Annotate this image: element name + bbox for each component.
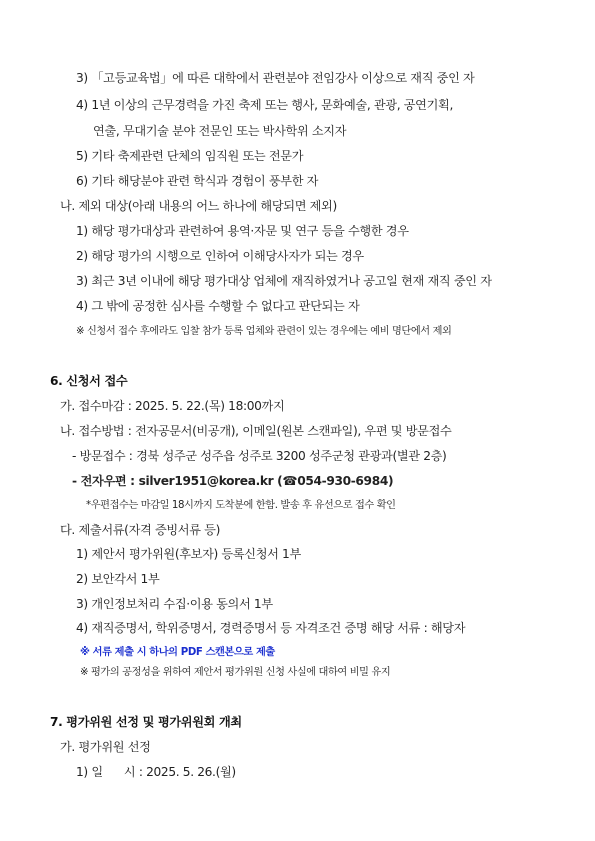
method-line: 나. 접수방법 : 전자공문서(비공개), 이메일(원본 스캔파일), 우편 및 방문접수 [60, 424, 452, 438]
email-contact-line: - 전자우편 : silver1951@korea.kr (☎054-930-6984) [72, 474, 394, 488]
section-7-title: 7. 평가위원 선정 및 평가위원회 개최 [50, 715, 242, 729]
qualification-item-5: 5) 기타 축제관련 단체의 임직원 또는 전문가 [76, 149, 304, 163]
exclusion-note: ※ 신청서 접수 후에라도 입찰 참가 등록 업체와 관련이 있는 경우에는 예비 명단에서 제외 [76, 326, 452, 337]
mail-note: *우편접수는 마감일 18시까지 도착분에 한함. 발송 후 유선으로 접수 확인 [86, 500, 396, 511]
exclusion-item-1: 1) 해당 평가대상과 관련하여 용역·자문 및 연구 등을 수행한 경우 [76, 224, 409, 238]
pdf-submission-note: ※ 서류 제출 시 하나의 PDF 스캔본으로 제출 [80, 647, 275, 658]
confidentiality-note: ※ 평가의 공정성을 위하여 제안서 평가위원 신청 사실에 대하여 비밀 유지 [80, 667, 391, 678]
selection-heading: 가. 평가위원 선정 [60, 740, 151, 754]
exclusion-item-3: 3) 최근 3년 이내에 해당 평가대상 업체에 재직하였거나 공고일 현재 재직 중인 자 [76, 274, 492, 288]
exclusion-item-4: 4) 그 밖에 공정한 심사를 수행할 수 없다고 판단되는 자 [76, 299, 360, 313]
qualification-item-6: 6) 기타 해당분야 관련 학식과 경험이 풍부한 자 [76, 174, 319, 188]
selection-date-line: 1) 일 시 : 2025. 5. 26.(월) [76, 765, 236, 779]
document-item-3: 3) 개인정보처리 수집·이용 동의서 1부 [76, 597, 273, 611]
document-item-4: 4) 재직증명서, 학위증명서, 경력증명서 등 자격조건 증명 해당 서류 : 해당자 [76, 621, 466, 635]
qualification-item-3: 3) 「고등교육법」에 따른 대학에서 관련분야 전임강사 이상으로 재직 중인 자 [76, 71, 475, 85]
document-item-1: 1) 제안서 평가위원(후보자) 등록신청서 1부 [76, 547, 301, 561]
exclusion-item-2: 2) 해당 평가의 시행으로 인하여 이해당사자가 되는 경우 [76, 249, 364, 263]
document-item-2: 2) 보안각서 1부 [76, 572, 160, 586]
deadline-line: 가. 접수마감 : 2025. 5. 22.(목) 18:00까지 [60, 399, 285, 413]
visit-address-line: - 방문접수 : 경북 성주군 성주읍 성주로 3200 성주군청 관광과(별관 2층) [72, 449, 447, 463]
qualification-item-4-continued: 연출, 무대기술 분야 전문인 또는 박사학위 소지자 [93, 124, 347, 138]
section-6-title: 6. 신청서 접수 [50, 374, 128, 388]
documents-heading: 다. 제출서류(자격 증빙서류 등) [60, 523, 220, 537]
qualification-item-4: 4) 1년 이상의 근무경력을 가진 축제 또는 행사, 문화예술, 관광, 공연기획, [76, 98, 453, 112]
exclusion-heading: 나. 제외 대상(아래 내용의 어느 하나에 해당되면 제외) [60, 199, 337, 213]
